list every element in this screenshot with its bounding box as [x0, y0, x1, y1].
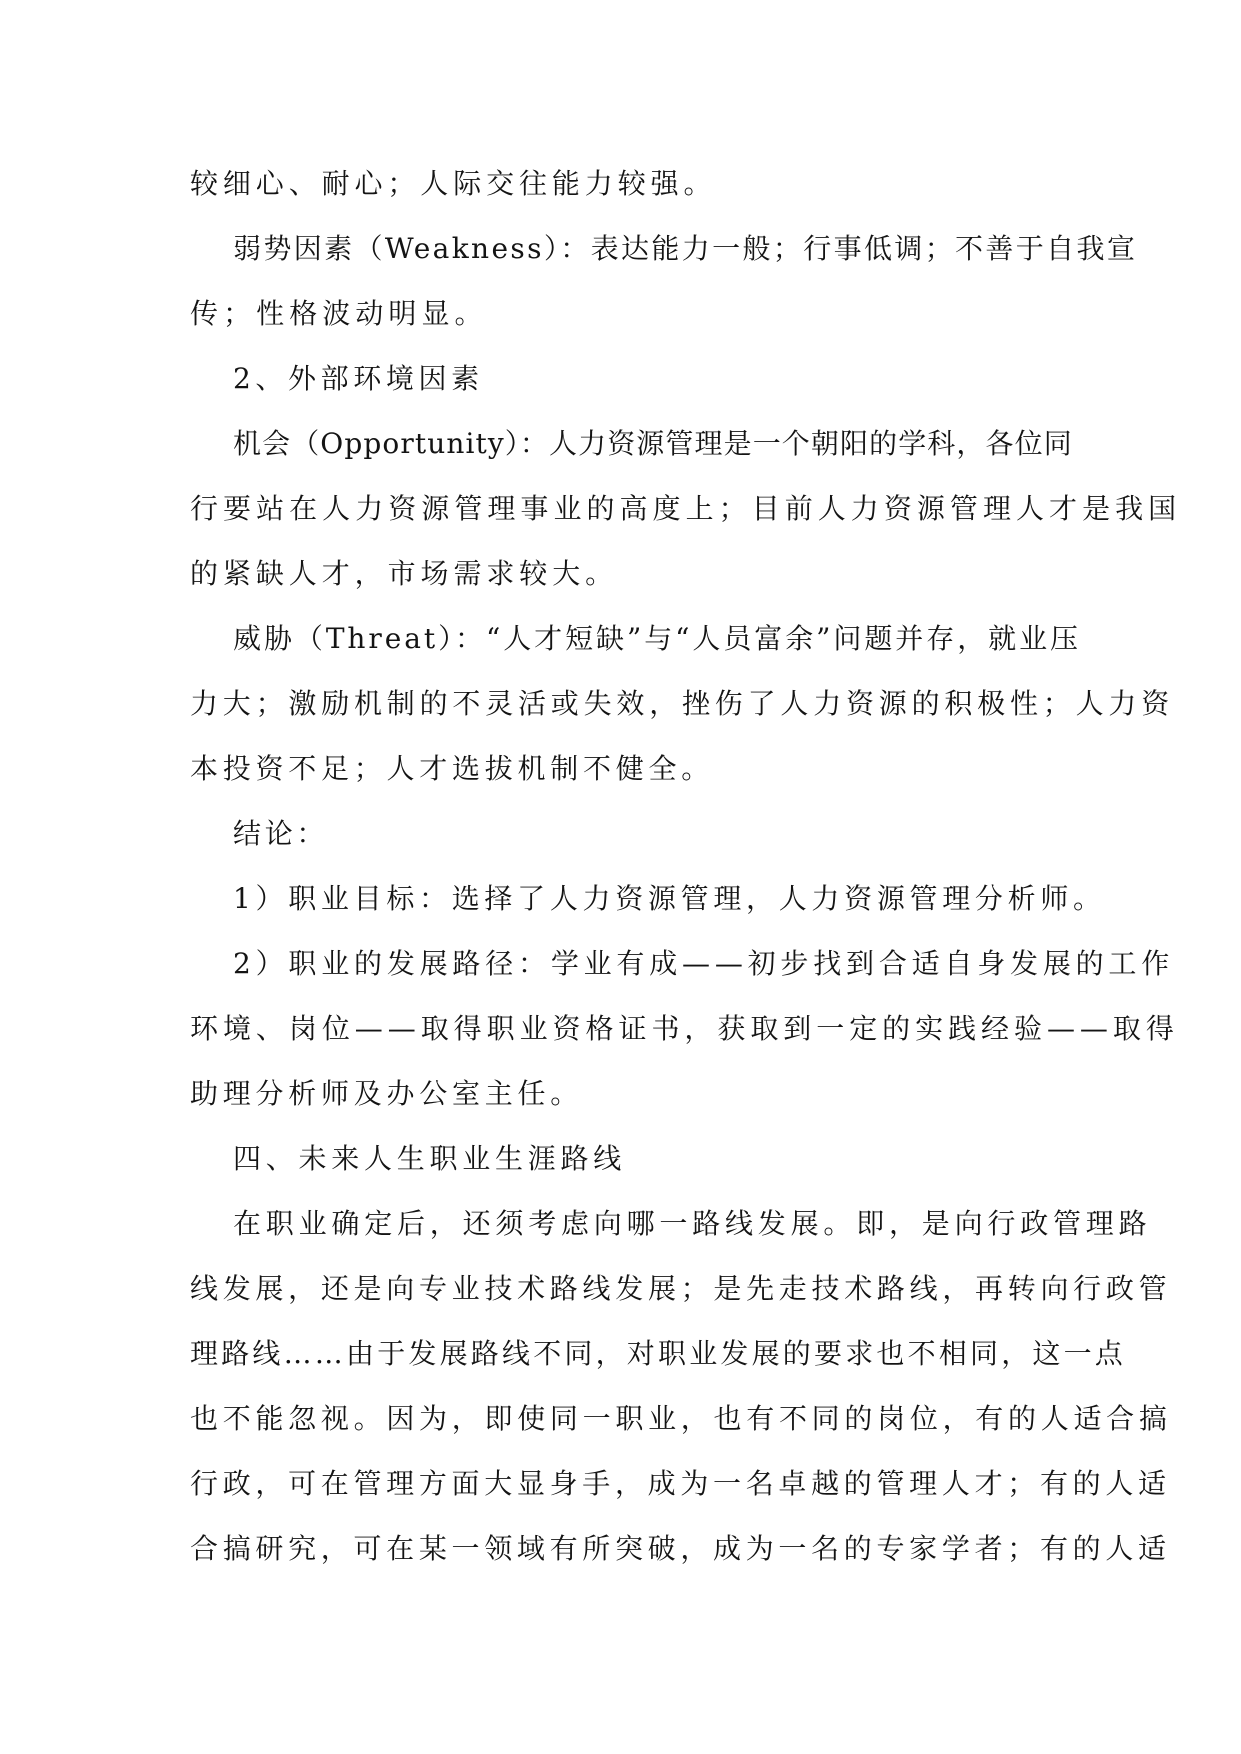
text-line: 较细心、耐心；人际交往能力较强。: [190, 167, 717, 200]
text-line: 理路线……由于发展路线不同，对职业发展的要求也不相同，这一点: [190, 1337, 1127, 1370]
text-line: 力大；激励机制的不灵活或失效，挫伤了人力资源的积极性；人力资: [190, 687, 1175, 720]
text-line: 威胁（Threat）：“人才短缺”与“人员富余”问题并存，就业压: [233, 622, 1081, 655]
text-line: 也不能忽视。因为，即使同一职业，也有不同的岗位，有的人适合搞: [190, 1402, 1172, 1435]
text-line: 行要站在人力资源管理事业的高度上；目前人力资源管理人才是我国: [190, 492, 1182, 525]
text-line: 弱势因素（Weakness）：表达能力一般；行事低调；不善于自我宣: [233, 232, 1138, 265]
text-line: 传；性格波动明显。: [190, 297, 488, 330]
text-line: 助理分析师及办公室主任。: [190, 1077, 584, 1110]
text-line: 环境、岗位——取得职业资格证书，获取到一定的实践经验——取得: [190, 1012, 1179, 1045]
text-line: 1）职业目标：选择了人力资源管理，人力资源管理分析师。: [233, 882, 1106, 915]
text-line: 行政，可在管理方面大显身手，成为一名卓越的管理人才；有的人适: [190, 1467, 1171, 1500]
text-line: 在职业确定后，还须考虑向哪一路线发展。即，是向行政管理路: [233, 1207, 1152, 1240]
text-line: 机会（Opportunity）：人力资源管理是一个朝阳的学科，各位同: [233, 427, 1073, 460]
text-line: 四、未来人生职业生涯路线: [233, 1142, 627, 1175]
text-line: 合搞研究，可在某一领域有所突破，成为一名的专家学者；有的人适: [190, 1532, 1171, 1565]
text-line: 结论：: [233, 817, 329, 850]
text-line: 线发展，还是向专业技术路线发展；是先走技术路线，再转向行政管: [190, 1272, 1172, 1305]
text-line: 2、外部环境因素: [233, 362, 484, 395]
text-line: 本投资不足；人才选拔机制不健全。: [190, 752, 715, 785]
text-line: 的紧缺人才，市场需求较大。: [190, 557, 619, 590]
text-line: 2）职业的发展路径：学业有成——初步找到合适自身发展的工作: [233, 947, 1175, 980]
